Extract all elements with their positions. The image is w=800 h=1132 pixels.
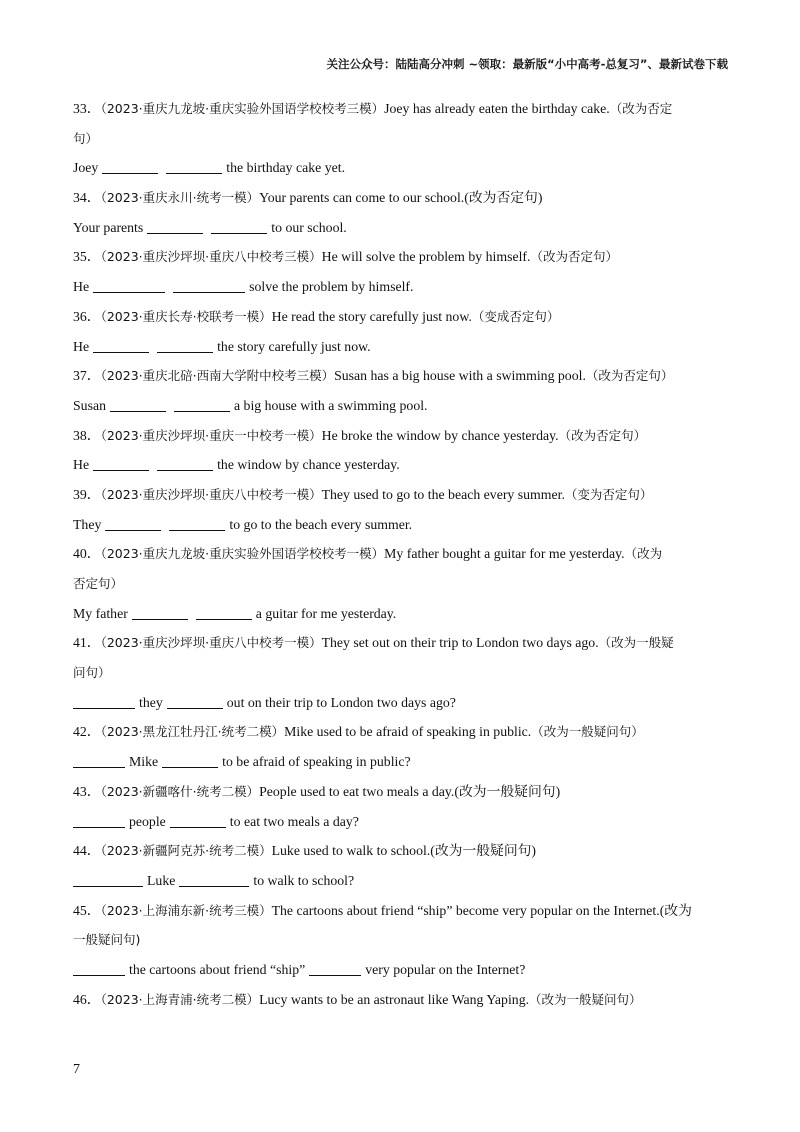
answer-38: He the window by chance yesterday. (73, 457, 400, 473)
exercise-list (73, 94, 729, 1014)
blank[interactable] (102, 160, 158, 175)
blank[interactable] (73, 961, 125, 976)
question-43: 43．（2023·新疆喀什·统考二模）People used to eat two meals a day.(改为一般疑问句) (73, 783, 561, 799)
question-33: 33．（2023·重庆九龙坡·重庆实验外国语学校校考三模）Joey has already eaten the birthday cake.（改为否定 (73, 101, 673, 116)
answer-36: He the story carefully just now. (73, 338, 371, 354)
question-46: 46．（2023·上海青浦·统考二模）Lucy wants to be an astronaut like Wang Yaping.（改为一般疑问句） (73, 991, 642, 1007)
question-34: 34．（2023·重庆永川·统考一模）Your parents can come to our school.(改为否定句) (73, 190, 543, 206)
blank[interactable] (309, 961, 361, 976)
answer-44: Luke to walk to school? (73, 866, 729, 896)
blank[interactable] (179, 872, 249, 887)
blank[interactable] (157, 456, 213, 471)
blank[interactable] (73, 813, 125, 828)
blank[interactable] (166, 160, 222, 175)
question-45: 45．（2023·上海浦东新·统考三模）The cartoons about friend “ship” become very popular on the Internet.(改为 (73, 902, 692, 918)
blank[interactable] (110, 397, 166, 412)
question-45-cont: 一般疑问句) (73, 932, 141, 948)
blank[interactable] (93, 456, 149, 471)
blank[interactable] (73, 872, 143, 887)
blank[interactable] (196, 605, 252, 620)
answer-33: Joey the birthday cake yet. (73, 160, 346, 176)
page-number: 7 (73, 1062, 80, 1077)
answer-37: Susan a big house with a swimming pool. (73, 397, 428, 413)
blank[interactable] (162, 753, 218, 768)
answer-41: they out on their trip to London two days ago? (73, 688, 729, 718)
question-36: 36．（2023·重庆长寿·校联考一模）He read the story carefully just now.（变成否定句） (73, 308, 560, 324)
question-42: 42．（2023·黑龙江牡丹江·统考二模）Mike used to be afraid of speaking in public.（改为一般疑问句） (73, 724, 644, 740)
blank[interactable] (157, 338, 213, 353)
question-44: 44．（2023·新疆阿克苏·统考二模）Luke used to walk to school.(改为一般疑问句) (73, 843, 537, 859)
question-33-cont: 句） (73, 130, 99, 146)
question-38: 38．（2023·重庆沙坪坝·重庆一中校考一模）He broke the window by chance yesterday.（改为否定句） (73, 427, 647, 443)
question-35: 35．（2023·重庆沙坪坝·重庆八中校考三模）He will solve the problem by himself.（改为否定句） (73, 249, 618, 265)
question-41-cont: 问句） (73, 665, 111, 681)
blank[interactable] (93, 338, 149, 353)
blank[interactable] (73, 694, 135, 709)
question-41: 41．（2023·重庆沙坪坝·重庆八中校考一模）They set out on their trip to London two days ago.（改为一般疑 (73, 635, 674, 651)
blank[interactable] (211, 219, 267, 234)
blank[interactable] (105, 516, 161, 531)
blank[interactable] (167, 694, 223, 709)
answer-34: Your parents to our school. (73, 219, 347, 235)
blank[interactable] (173, 278, 245, 293)
blank[interactable] (174, 397, 230, 412)
blank[interactable] (93, 278, 165, 293)
answer-42: Mike to be afraid of speaking in public? (73, 747, 729, 777)
page-header: 关注公众号：陆陆高分冲刺 ~领取：最新版“小中高考-总复习”、最新试卷下载 (326, 57, 728, 71)
question-39: 39．（2023·重庆沙坪坝·重庆八中校考一模）They used to go to the beach every summer.（变为否定句） (73, 486, 653, 502)
question-40-cont: 否定句） (73, 576, 124, 591)
answer-40: My father a guitar for me yesterday. (73, 605, 397, 621)
answer-39: They to go to the beach every summer. (73, 516, 413, 532)
answer-45: the cartoons about friend “ship” very popular on the Internet? (73, 955, 729, 985)
blank[interactable] (169, 516, 225, 531)
question-37: 37．（2023·重庆北碚·西南大学附中校考三模）Susan has a big house with a swimming pool.（改为否定句） (73, 368, 674, 384)
blank[interactable] (73, 753, 125, 768)
blank[interactable] (147, 219, 203, 234)
blank[interactable] (170, 813, 226, 828)
blank[interactable] (132, 605, 188, 620)
answer-35: He solve the problem by himself. (73, 279, 414, 295)
answer-43: people to eat two meals a day? (73, 807, 729, 837)
question-40: 40．（2023·重庆九龙坡·重庆实验外国语学校校考一模）My father bought a guitar for me yesterday.（改为 (73, 546, 663, 562)
